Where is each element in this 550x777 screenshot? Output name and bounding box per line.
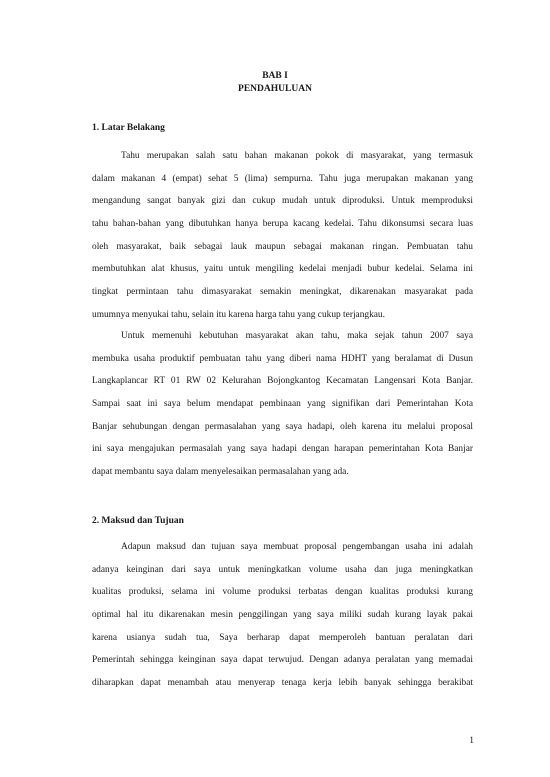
paragraph-latar-belakang-1: [92, 150, 473, 332]
section-heading-maksud-tujuan: 2. Maksud dan Tujuan: [92, 516, 184, 526]
paragraph-line: adanya keinginan dari saya untuk meningkatkan volume usaha dan juga meningkatkan: [92, 564, 473, 575]
paragraph-line: Sampai saat ini saya belum mendapat pembinaan yang signifikan dari Pemerintahan Kota: [92, 399, 473, 410]
paragraph-line: Untuk memenuhi kebutuhan masyarakat akan tahu, maka sejak tahun 2007 saya: [121, 331, 473, 341]
chapter-title: PENDAHULUAN: [238, 84, 312, 94]
paragraph-line: tahu bahan-bahan yang dibutuhkan hanya berupa kacang kedelai. Tahu dikonsumsi secara luas: [92, 219, 473, 230]
paragraph-line: oleh masyarakat, baik sebagai lauk maupun sebagai makanan ringan. Pembuatan tahu: [92, 241, 473, 252]
paragraph-line: Pemerintah sehingga keinginan saya dapat terwujud. Dengan adanya peralatan yang memadai: [92, 655, 473, 666]
section-heading-latar-belakang: 1. Latar Belakang: [92, 123, 165, 133]
paragraph-line: diharapkan dapat menambah atau menyerap tenaga kerja lebih banyak sehingga berakibat: [92, 678, 473, 689]
paragraph-line: tingkat permintaan tahu dimasyarakat semakin meningkat, dikarenakan masyarakat pada: [92, 287, 473, 298]
paragraph-line: Banjar sehubungan dengan permasalahan yang saya hadapi, oleh karena itu melalui proposal: [92, 421, 473, 432]
paragraph-line: Adapun maksud dan tujuan saya membuat proposal pengembangan usaha ini adalah: [121, 542, 473, 552]
page-number: 1: [469, 736, 474, 746]
paragraph-maksud-tujuan-1: [92, 541, 473, 700]
paragraph-line: kualitas produksi, selama ini volume produksi terbatas dengan kualitas produksi kurang: [92, 587, 473, 598]
chapter-number: BAB I: [262, 71, 288, 81]
paragraph-line: membutuhkan alat khusus, yaitu untuk mengiling kedelai menjadi bubur kedelai. Selama ini: [92, 264, 473, 275]
paragraph-line: dapat membantu saya dalam menyelesaikan permasalahan yang ada.: [92, 467, 349, 478]
paragraph-line: ini saya mengajukan permasalah yang saya hadapi dengan harapan pemerintahan Kota Banjar: [92, 444, 473, 455]
paragraph-line: optimal hal itu dikarenakan mesin penggilingan yang saya miliki sudah kurang layak pakai: [92, 610, 473, 621]
paragraph-latar-belakang-2: [92, 330, 473, 489]
paragraph-line: dalam makanan 4 (empat) sehat 5 (lima) sempurna. Tahu juga merupakan makanan yang: [92, 173, 473, 184]
paragraph-line: karena usianya sudah tua, Saya berharap dapat memperoleh bantuan peralatan dari: [92, 632, 473, 643]
paragraph-line: membuka usaha produktif pembuatan tahu yang diberi nama HDHT yang beralamat di Dusun: [92, 353, 473, 364]
paragraph-line: umumnya menyukai tahu, selain itu karena harga tahu yang cukup terjangkau.: [92, 309, 385, 320]
paragraph-line: mengandung sangat banyak gizi dan cukup mudah untuk diproduksi. Untuk memproduksi: [92, 196, 473, 207]
paragraph-line: Langkaplancar RT 01 RW 02 Kelurahan Bojongkantog Kecamatan Langensari Kota Banjar.: [92, 376, 473, 387]
paragraph-line: Tahu merupakan salah satu bahan makanan pokok di masyarakat, yang termasuk: [121, 151, 473, 161]
